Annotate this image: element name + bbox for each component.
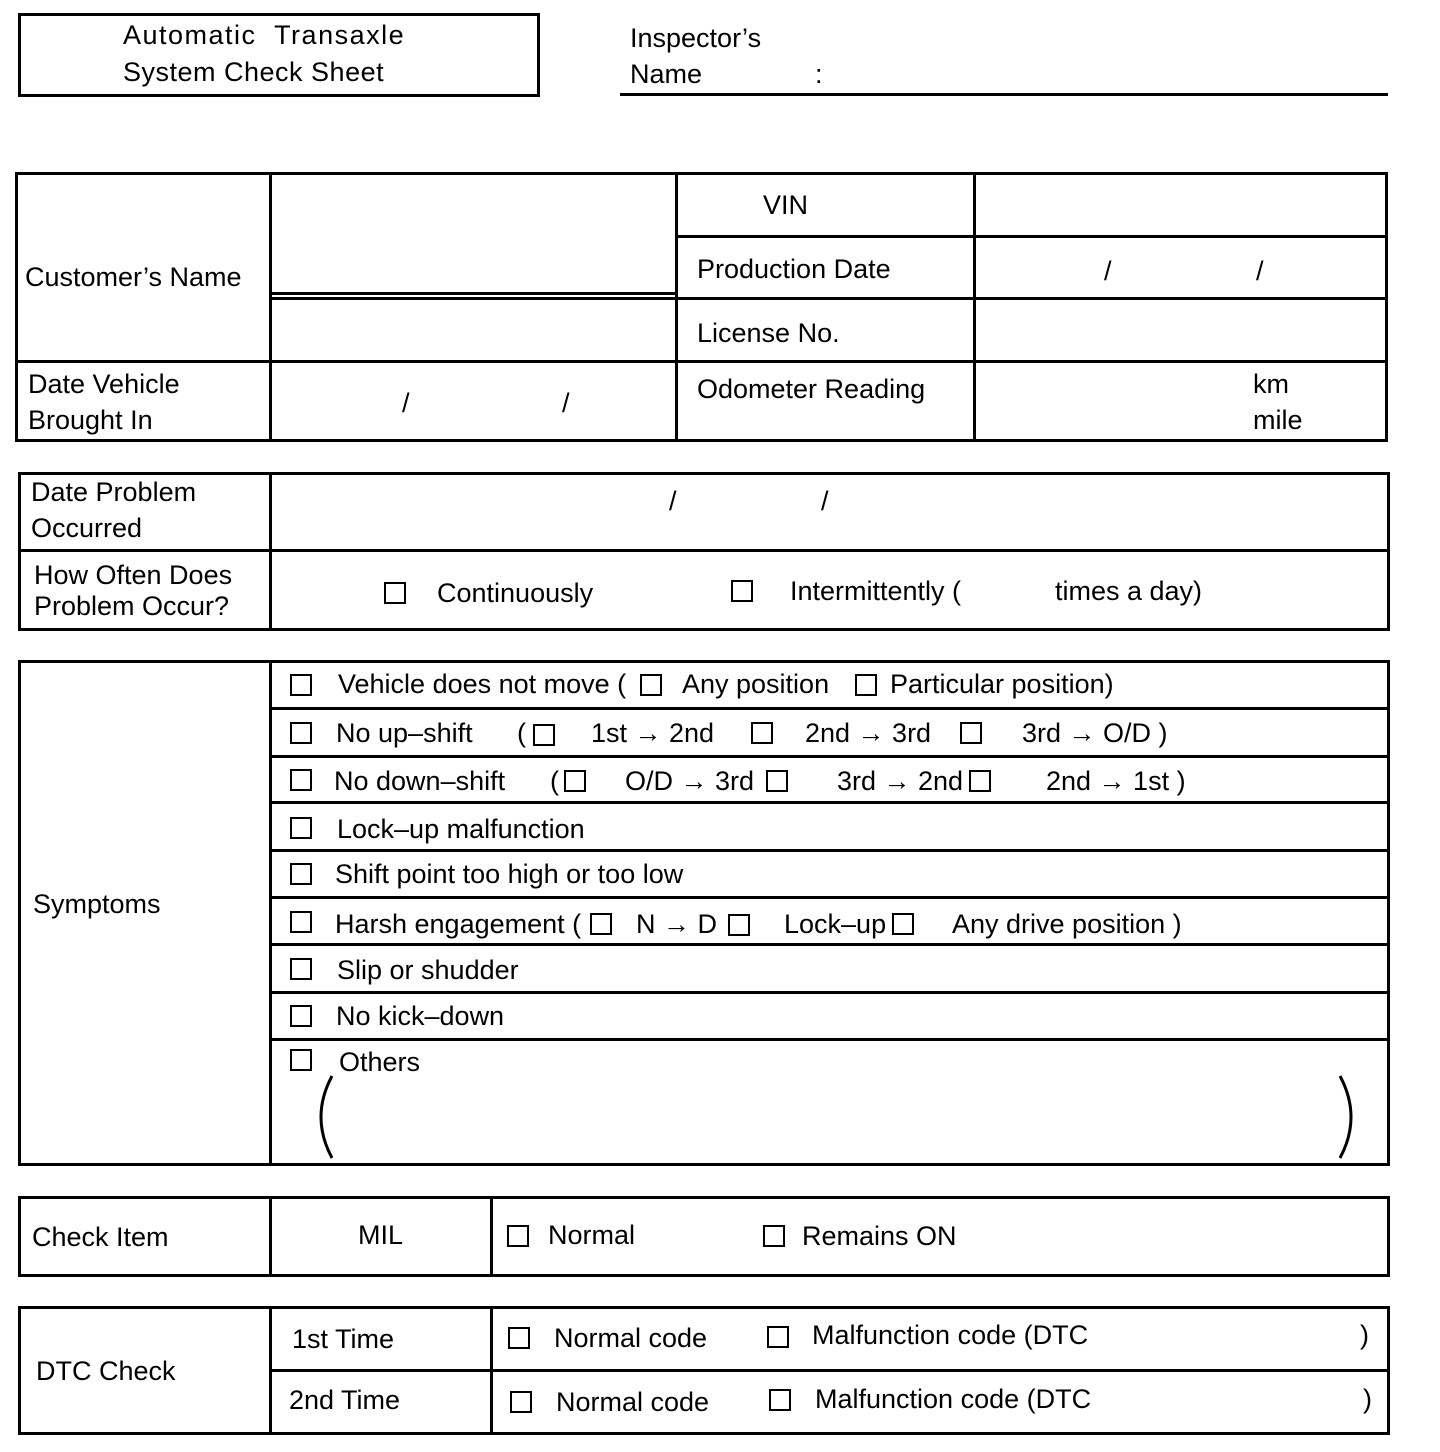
dtc-first-normal-label: Normal code — [554, 1323, 708, 1353]
mil-remains-on-checkbox[interactable] — [763, 1225, 785, 1247]
inspector-colon: : — [815, 59, 823, 89]
inspector-label-line2: Name — [630, 59, 703, 89]
vehicle-not-move-checkbox[interactable] — [290, 674, 312, 696]
license-field[interactable] — [977, 300, 1382, 358]
date-brought-label-line1: Date Vehicle — [28, 369, 180, 399]
form-title-line1: Automatic Transaxle — [123, 20, 406, 50]
dtc-second-close-paren: ) — [1363, 1384, 1372, 1414]
vin-field[interactable] — [977, 176, 1382, 233]
shift-point-label: Shift point too high or too low — [335, 859, 684, 889]
upshift-3-od-label: 3rd → O/D ) — [1022, 718, 1168, 748]
slip-shudder-checkbox[interactable] — [290, 958, 312, 980]
form-title-line2: System Check Sheet — [123, 57, 385, 87]
no-downshift-label: No down–shift — [334, 766, 506, 796]
dtc-first-normal-checkbox[interactable] — [508, 1327, 530, 1349]
dtc-second-time-label: 2nd Time — [289, 1385, 401, 1415]
inspector-label-line1: Inspector’s — [630, 23, 762, 53]
no-kickdown-checkbox[interactable] — [290, 1005, 312, 1027]
mil-remains-on-label: Remains ON — [802, 1221, 957, 1251]
others-label: Others — [339, 1047, 421, 1077]
date-occurred-slash-1: / — [669, 486, 677, 516]
production-date-label: Production Date — [697, 254, 891, 284]
others-close-bracket — [1334, 1074, 1364, 1160]
downshift-2-1-label: 2nd → 1st ) — [1046, 766, 1186, 796]
slip-shudder-label: Slip or shudder — [337, 955, 519, 985]
others-detail-field[interactable] — [340, 1078, 1330, 1156]
times-a-day-label: times a day) — [1055, 576, 1203, 606]
production-date-slash-1: / — [1104, 256, 1112, 286]
odometer-unit-mile: mile — [1253, 405, 1303, 435]
customer-name-field[interactable] — [273, 176, 673, 290]
check-item-label: Check Item — [32, 1222, 169, 1252]
license-label: License No. — [697, 318, 840, 348]
inspector-name-line[interactable] — [620, 93, 1388, 96]
odometer-label: Odometer Reading — [697, 374, 926, 404]
harsh-lockup-checkbox[interactable] — [728, 914, 750, 936]
dtc-first-code-field[interactable] — [1106, 1314, 1356, 1360]
customer-name-label: Customer’s Name — [25, 262, 242, 292]
downshift-od-3-label: O/D → 3rd — [625, 766, 755, 796]
vehicle-not-move-label: Vehicle does not move ( — [338, 669, 627, 699]
times-per-day-field[interactable] — [975, 570, 1050, 610]
no-downshift-checkbox[interactable] — [290, 769, 312, 791]
dtc-second-malfunction-label: Malfunction code (DTC — [815, 1384, 1092, 1414]
no-upshift-label: No up–shift — [336, 718, 473, 748]
mil-normal-label: Normal — [548, 1220, 636, 1250]
harsh-engagement-label: Harsh engagement ( — [335, 909, 582, 939]
harsh-any-drive-label: Any drive position ) — [952, 909, 1182, 939]
odometer-field[interactable] — [977, 364, 1247, 438]
others-checkbox[interactable] — [290, 1049, 312, 1071]
dtc-second-malfunction-checkbox[interactable] — [769, 1389, 791, 1411]
downshift-3-2-label: 3rd → 2nd — [837, 766, 964, 796]
dtc-first-time-label: 1st Time — [292, 1324, 395, 1354]
any-position-label: Any position — [682, 669, 830, 699]
upshift-1-2-label: 1st → 2nd — [591, 718, 715, 748]
continuously-checkbox[interactable] — [384, 582, 406, 604]
upshift-1-2-checkbox[interactable] — [533, 724, 555, 746]
particular-position-label: Particular position) — [890, 669, 1114, 699]
downshift-od-3-checkbox[interactable] — [564, 770, 586, 792]
production-date-slash-2: / — [1256, 256, 1264, 286]
date-brought-label-line2: Brought In — [28, 405, 153, 435]
intermittently-checkbox[interactable] — [731, 580, 753, 602]
upshift-2-3-checkbox[interactable] — [751, 722, 773, 744]
lockup-malfunction-label: Lock–up malfunction — [337, 814, 585, 844]
lockup-malfunction-checkbox[interactable] — [290, 817, 312, 839]
odometer-unit-km: km — [1253, 369, 1289, 399]
upshift-paren: ( — [517, 718, 526, 748]
dtc-second-code-field[interactable] — [1108, 1376, 1358, 1428]
harsh-n-d-label: N → D — [636, 909, 717, 939]
date-occurred-label-line2: Occurred — [31, 513, 143, 543]
upshift-3-od-checkbox[interactable] — [960, 722, 982, 744]
date-occurred-slash-2: / — [821, 486, 829, 516]
dtc-check-label: DTC Check — [36, 1356, 176, 1386]
harsh-lockup-label: Lock–up — [784, 909, 887, 939]
harsh-engagement-checkbox[interactable] — [290, 911, 312, 933]
shift-point-checkbox[interactable] — [290, 863, 312, 885]
particular-position-checkbox[interactable] — [855, 674, 877, 696]
dtc-first-malfunction-checkbox[interactable] — [767, 1326, 789, 1348]
upshift-2-3-label: 2nd → 3rd — [805, 718, 932, 748]
check-item-section — [18, 1196, 1390, 1277]
downshift-paren: ( — [550, 766, 559, 796]
any-position-checkbox[interactable] — [640, 674, 662, 696]
dtc-second-normal-checkbox[interactable] — [510, 1391, 532, 1413]
intermittently-label: Intermittently ( — [790, 576, 962, 606]
downshift-3-2-checkbox[interactable] — [766, 770, 788, 792]
date-brought-slash-2: / — [562, 388, 570, 418]
frequency-label-line2: Problem Occur? — [34, 591, 230, 621]
mil-label: MIL — [358, 1220, 404, 1250]
no-upshift-checkbox[interactable] — [290, 722, 312, 744]
continuously-label: Continuously — [437, 578, 594, 608]
others-open-bracket — [308, 1074, 338, 1160]
harsh-any-drive-checkbox[interactable] — [892, 913, 914, 935]
date-occurred-label-line1: Date Problem — [31, 477, 197, 507]
date-brought-slash-1: / — [402, 388, 410, 418]
mil-normal-checkbox[interactable] — [507, 1225, 529, 1247]
dtc-first-malfunction-label: Malfunction code (DTC — [812, 1320, 1089, 1350]
harsh-n-d-checkbox[interactable] — [590, 913, 612, 935]
no-kickdown-label: No kick–down — [336, 1001, 505, 1031]
vin-label: VIN — [763, 190, 809, 220]
dtc-first-close-paren: ) — [1360, 1320, 1369, 1350]
frequency-label-line1: How Often Does — [34, 560, 233, 590]
symptoms-label: Symptoms — [33, 889, 161, 919]
downshift-2-1-checkbox[interactable] — [969, 770, 991, 792]
dtc-second-normal-label: Normal code — [556, 1387, 710, 1417]
